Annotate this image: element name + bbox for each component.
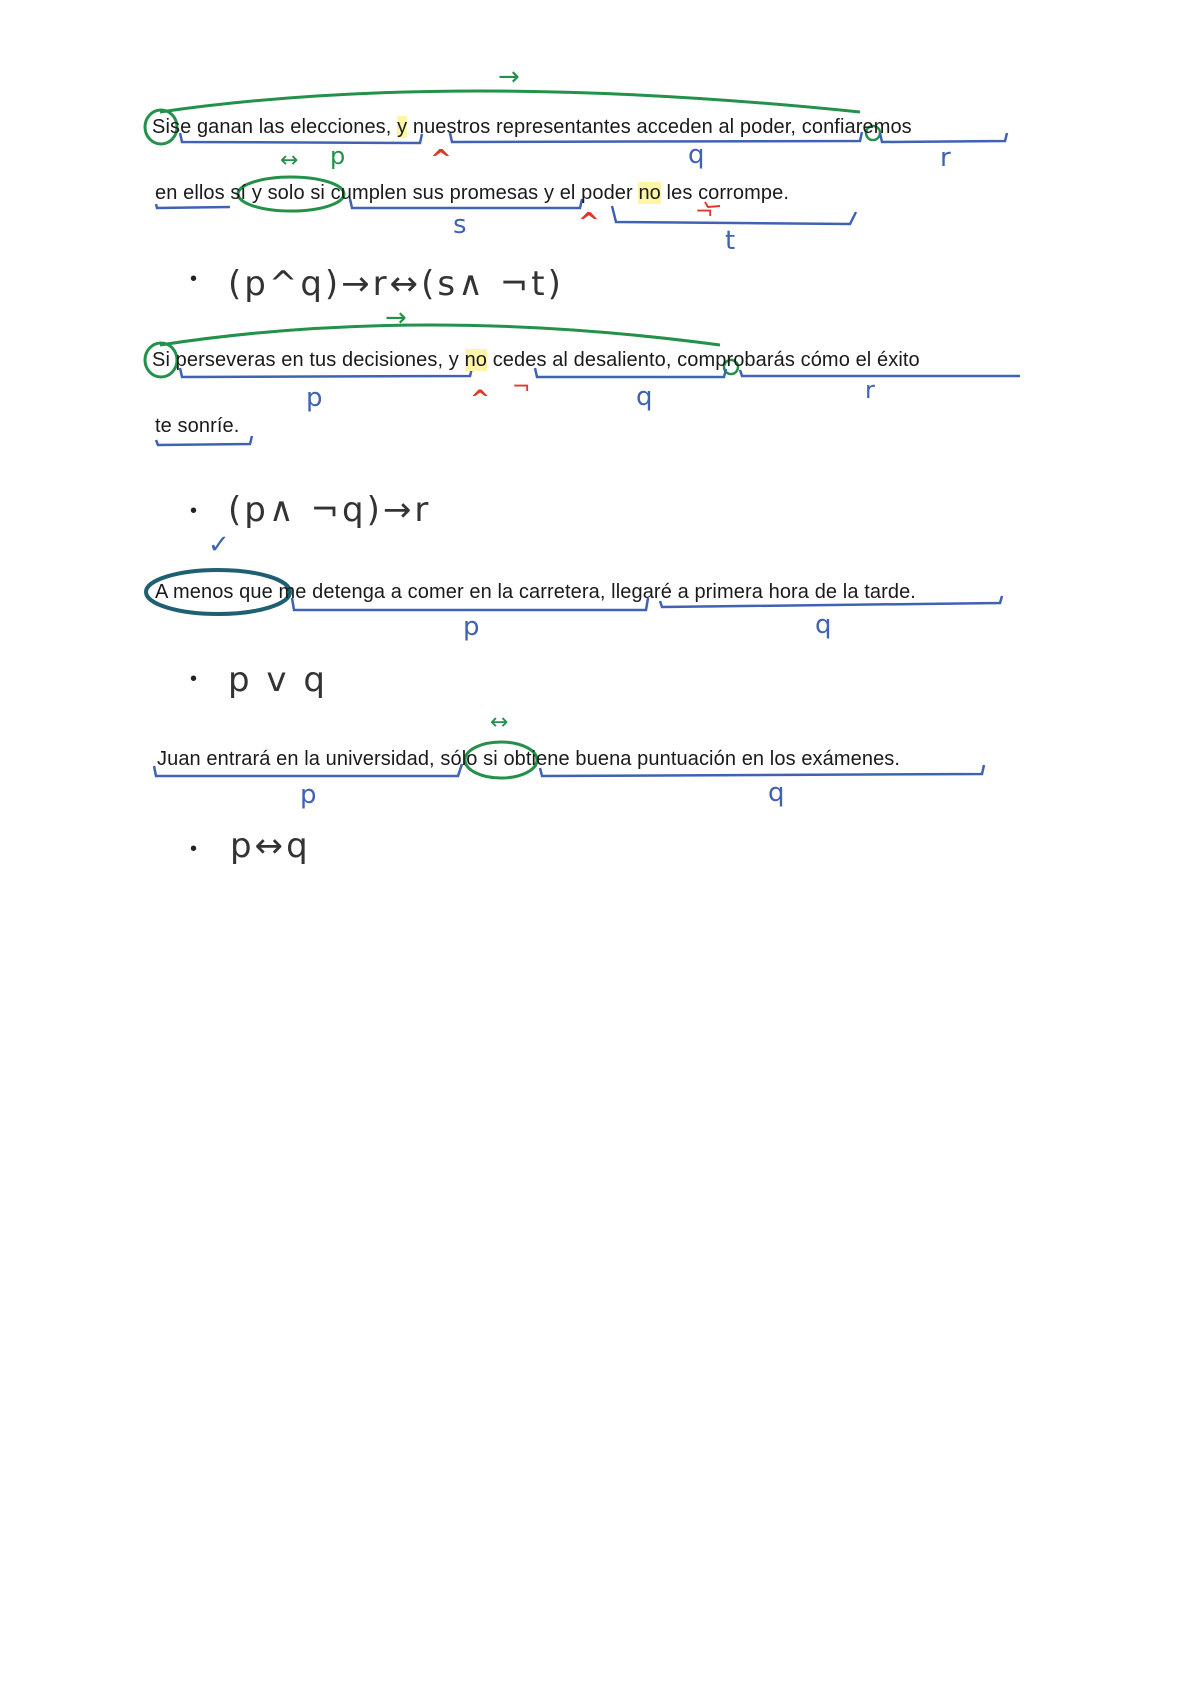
- text-segment: les corrompe.: [660, 182, 789, 204]
- conjunction-y: y: [397, 116, 408, 138]
- bullet-1: •: [190, 268, 198, 290]
- text-segment: el poder: [554, 182, 639, 204]
- sentence-4: [157, 747, 900, 771]
- word-no: no: [638, 182, 661, 204]
- bullet-4: •: [190, 838, 198, 860]
- label-p-3: p: [463, 612, 480, 642]
- green-arc-1: [160, 91, 860, 112]
- text-segment: Juan entrará en la universidad,: [157, 748, 441, 770]
- formula-3: p v q: [228, 660, 328, 700]
- sentence-1-line-2: [155, 181, 789, 205]
- label-p-1: p: [330, 142, 346, 170]
- label-q-3: q: [815, 610, 832, 640]
- green-arc-2: [160, 325, 720, 345]
- not-mark-2: ¬: [512, 375, 531, 400]
- formula-1: (p^q)→r↔(s∧ ¬t): [228, 264, 564, 304]
- label-p-2: p: [306, 383, 323, 413]
- label-q-2: q: [636, 382, 653, 412]
- text-segment: cumplen sus promesas: [324, 182, 544, 204]
- label-r-2: r: [865, 376, 875, 404]
- and-mark-3: ^: [470, 385, 491, 413]
- text-segment: se ganan las elecciones,: [169, 116, 398, 138]
- conjunction-y: y: [448, 349, 459, 371]
- sentence-1-line-1: [152, 115, 912, 139]
- check-icon: ✓: [208, 530, 230, 560]
- iff-arrow-4: ↔: [490, 710, 509, 735]
- not-mark-1: ¬: [695, 200, 714, 225]
- text-segment: me detenga a comer en la carretera, llegaré a primera hora de la tarde.: [272, 581, 916, 603]
- formula-2: (p∧ ¬q)→r: [228, 490, 432, 530]
- text-segment: [459, 349, 465, 371]
- text-segment: cedes al desaliento, comprobarás cómo el éxito: [487, 349, 920, 371]
- bullet-3: •: [190, 668, 198, 690]
- label-t-1: t: [725, 226, 736, 256]
- bracket-t-1: [612, 206, 856, 224]
- sentence-2-line-2: te sonríe.: [155, 415, 240, 437]
- word-si: Si: [152, 116, 170, 138]
- and-mark-1: ^: [430, 145, 452, 175]
- text-segment: en ellos: [155, 182, 231, 204]
- label-r-1: r: [940, 143, 951, 173]
- iff-arrow-1: ↔: [280, 148, 299, 173]
- implication-arrow-1: →: [498, 62, 520, 92]
- text-segment: perseveras en tus decisiones,: [169, 349, 449, 371]
- label-q-4: q: [768, 778, 785, 808]
- word-si: Si: [152, 349, 170, 371]
- word-no: no: [464, 349, 488, 371]
- label-q-1: q: [688, 140, 705, 170]
- phrase-solo-si: sólo si: [440, 748, 498, 770]
- and-mark-2: ^: [578, 208, 600, 238]
- phrase-iff: sí y solo si: [230, 182, 325, 204]
- bullet-2: •: [190, 500, 198, 522]
- formula-4: p↔q: [230, 826, 311, 866]
- label-s-1: s: [453, 210, 467, 240]
- sentence-2-line-1: [152, 348, 920, 372]
- text-segment: obtiene buena puntuación en los exámenes.: [497, 748, 901, 770]
- phrase-a-menos-que: A menos que: [155, 581, 273, 603]
- text-segment: nuestros representantes acceden al poder, confiaremos: [407, 116, 912, 138]
- label-p-4: p: [300, 780, 317, 810]
- implication-arrow-2: →: [385, 303, 407, 333]
- conjunction-y: y: [543, 182, 555, 204]
- sentence-3: [155, 580, 916, 604]
